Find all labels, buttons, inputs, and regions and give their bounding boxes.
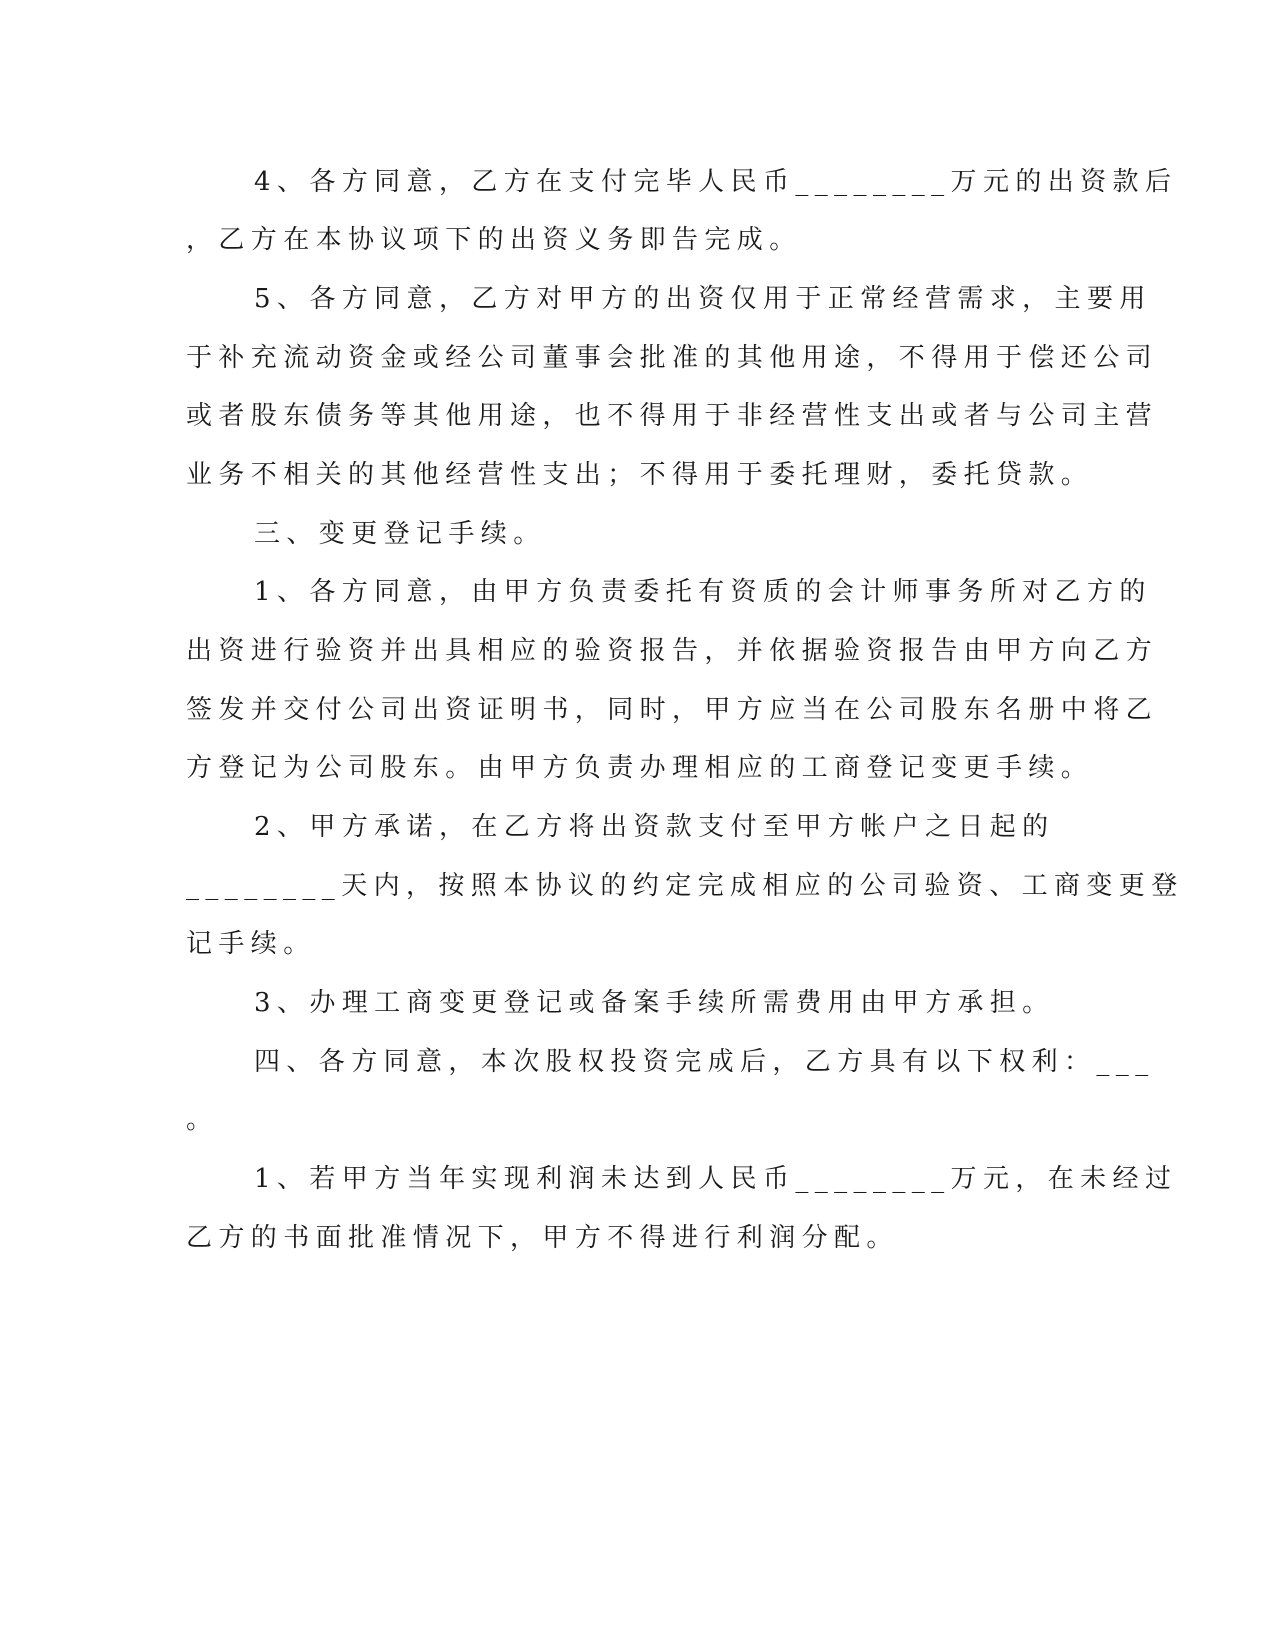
paragraph-line: 1、若甲方当年实现利润未达到人民币________万元，在未经过	[254, 1164, 1178, 1194]
paragraph-line: 3、办理工商变更登记或备案手续所需费用由甲方承担。	[254, 988, 1055, 1018]
paragraph-line: 方登记为公司股东。由甲方负责办理相应的工商登记变更手续。	[186, 753, 1094, 783]
paragraph-line: 1、各方同意，由甲方负责委托有资质的会计师事务所对乙方的	[254, 577, 1152, 607]
section-heading: 四、各方同意，本次股权投资完成后，乙方具有以下权利：___	[254, 1047, 1155, 1077]
paragraph-line: 签发并交付公司出资证明书，同时，甲方应当在公司股东名册中将乙	[186, 695, 1159, 725]
paragraph-line: 业务不相关的其他经营性支出；不得用于委托理财，委托贷款。	[186, 460, 1094, 490]
paragraph-line: 于补充流动资金或经公司董事会批准的其他用途，不得用于偿还公司	[186, 343, 1159, 373]
paragraph-line: 2、甲方承诺，在乙方将出资款支付至甲方帐户之日起的	[254, 812, 1055, 842]
paragraph-line: 或者股东债务等其他用途，也不得用于非经营性支出或者与公司主营	[186, 401, 1159, 431]
paragraph-line: 乙方的书面批准情况下，甲方不得进行利润分配。	[186, 1223, 899, 1253]
paragraph-line: 记手续。	[186, 929, 316, 959]
paragraph-line: 4、各方同意，乙方在支付完毕人民币________万元的出资款后	[254, 167, 1178, 197]
paragraph-line: 5、各方同意，乙方对甲方的出资仅用于正常经营需求，主要用	[254, 284, 1152, 314]
section-heading: 三、变更登记手续。	[254, 519, 546, 549]
paragraph-line: ，乙方在本协议项下的出资义务即告完成。	[186, 225, 802, 255]
paragraph-line: 出资进行验资并出具相应的验资报告，并依据验资报告由甲方向乙方	[186, 636, 1159, 666]
paragraph-line: ________天内，按照本协议的约定完成相应的公司验资、工商变更登	[186, 871, 1184, 901]
paragraph-line: 。	[186, 1105, 219, 1135]
